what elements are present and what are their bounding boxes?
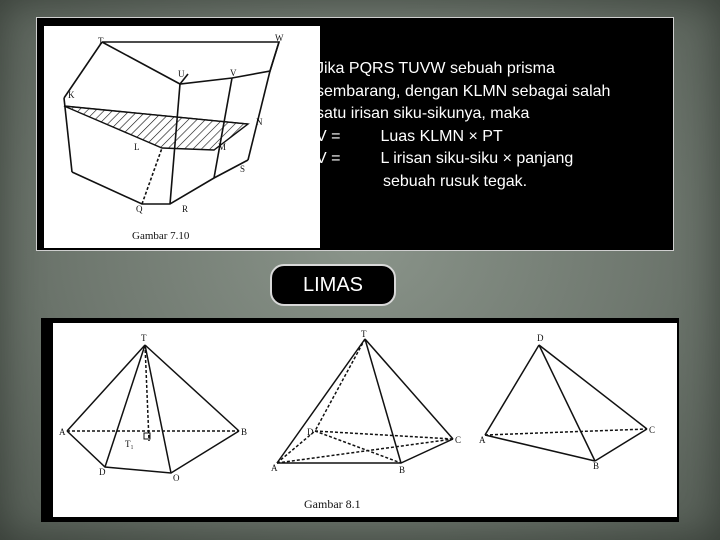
p2-label-A: A xyxy=(271,463,278,473)
p3-label-B: B xyxy=(593,461,600,471)
p3-label-C: C xyxy=(649,425,656,435)
label-M: M xyxy=(218,142,227,152)
p1-label-B: B xyxy=(241,427,248,437)
label-N: N xyxy=(256,117,263,127)
text-line-3: satu irisan siku-sikunya, maka xyxy=(316,105,530,122)
label-T: T xyxy=(98,36,104,46)
pyramid-caption: Gambar 8.1 xyxy=(304,497,361,511)
label-Q: Q xyxy=(136,204,143,214)
p3-label-D: D xyxy=(537,333,544,343)
label-S: S xyxy=(240,164,246,174)
formula-rest-2: L irisan siku-siku × panjang xyxy=(380,150,574,167)
p2-label-C: C xyxy=(455,435,462,445)
p2-label-B: B xyxy=(399,465,406,475)
prism-volume-text xyxy=(316,58,610,193)
text-line-1: Jika PQRS TUVW sebuah prisma xyxy=(316,60,555,77)
label-W: W xyxy=(275,33,284,43)
pyramid-diagram xyxy=(53,323,677,517)
label-L: L xyxy=(134,142,140,152)
prism-figure xyxy=(44,26,320,248)
label-V: V xyxy=(230,68,237,78)
formula-prefix-1: V = xyxy=(316,127,341,145)
label-R: R xyxy=(182,204,189,214)
formula-prefix-2: V = xyxy=(316,150,341,167)
formula-rest-1: Luas KLMN × PT xyxy=(380,127,503,145)
pyramid-figure xyxy=(53,323,677,517)
p1-label-O: O xyxy=(173,473,180,483)
p3-label-A: A xyxy=(479,435,486,445)
text-line-5 xyxy=(316,148,610,171)
p2-label-T: T xyxy=(361,329,367,339)
prism-diagram xyxy=(44,26,320,248)
p2-label-D: D xyxy=(307,427,314,437)
prism-caption: Gambar 7.10 xyxy=(132,230,190,242)
text-line-6: sebuah rusuk tegak. xyxy=(383,172,528,190)
text-line-2: sembarang, dengan KLMN sebagai salah xyxy=(316,82,611,100)
label-K: K xyxy=(68,90,75,100)
text-line-4 xyxy=(316,126,610,149)
p1-label-D: D xyxy=(99,467,106,477)
label-U: U xyxy=(178,69,185,79)
p1-label-A: A xyxy=(59,427,66,437)
p1-label-T: T xyxy=(141,333,147,343)
section-title: LIMAS xyxy=(270,264,396,306)
p1-label-T1: T₁ xyxy=(125,439,134,449)
